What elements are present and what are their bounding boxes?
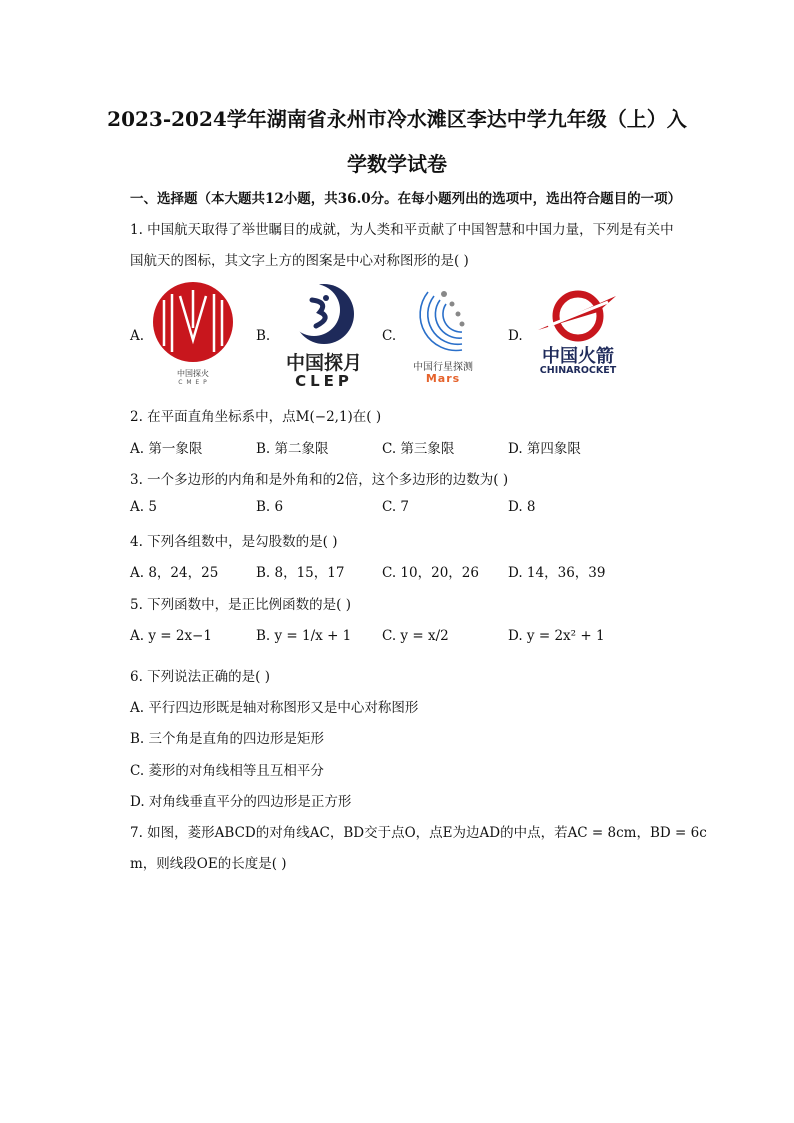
q4-option-c: C. 10，20，26 (382, 565, 479, 581)
cmep-en-label: C M E P (178, 379, 208, 386)
q4-option-d: D. 14，36，39 (508, 565, 606, 581)
q7-stem-line1: 7. 如图，菱形ABCD的对角线AC，BD交于点O，点E为边AD的中点，若AC = 8cm，BD = 6c (130, 825, 707, 841)
mars-cn-label: 中国行星探测 (413, 362, 473, 373)
cmep-logo (150, 282, 236, 388)
q6-option-c: C. 菱形的对角线相等且互相平分 (130, 763, 324, 779)
exam-title-line2: 学数学试卷 (347, 152, 447, 176)
rocket-emblem-icon (528, 290, 628, 342)
q4-option-a: A. 8，24，25 (130, 565, 219, 581)
q6-option-d: D. 对角线垂直平分的四边形是正方形 (130, 794, 352, 810)
clep-cn-label: 中国探月 (285, 352, 362, 374)
q5-option-a: A. y = 2x−1 (130, 628, 212, 644)
q1-stem-line2: 国航天的图标，其文字上方的图案是中心对称图形的是( ) (130, 253, 469, 269)
mars-en-label: Mars (425, 372, 461, 385)
q6-option-a: A. 平行四边形既是轴对称图形又是中心对称图形 (130, 700, 419, 716)
clep-moon-icon (276, 280, 372, 348)
q3-option-c: C. 7 (382, 499, 410, 515)
q6-stem: 6. 下列说法正确的是( ) (130, 669, 270, 685)
rocket-cn-label: 中国火箭 (542, 346, 614, 367)
clep-logo (276, 280, 372, 390)
q5-option-c: C. y = x/2 (382, 628, 449, 644)
q3-stem: 3. 一个多边形的内角和是外角和的2倍，这个多边形的边数为( ) (130, 472, 509, 488)
rocket-en-label: CHINAROCKET (539, 365, 617, 376)
q1-option-c: C. (382, 328, 397, 344)
q6-option-b: B. 三个角是直角的四边形是矩形 (130, 731, 325, 747)
q2-option-c: C. 第三象限 (382, 441, 455, 457)
clep-en-label: CLEP (295, 372, 353, 390)
q5-option-b: B. y = 1/x + 1 (256, 628, 352, 644)
q3-option-d: D. 8 (508, 499, 536, 515)
mars-exploration-logo (400, 284, 486, 388)
q2-stem: 2. 在平面直角坐标系中，点M(−2,1)在( ) (130, 409, 382, 425)
q5-stem: 5. 下列函数中，是正比例函数的是( ) (130, 597, 351, 613)
q1-option-d: D. (508, 328, 523, 344)
chinarocket-logo (528, 290, 628, 382)
exam-title-line1: 2023-2024学年湖南省永州市冷水滩区李达中学九年级（上）入 (107, 107, 687, 131)
q3-option-b: B. 6 (256, 499, 284, 515)
q4-option-b: B. 8，15，17 (256, 565, 345, 581)
q4-stem: 4. 下列各组数中，是勾股数的是( ) (130, 534, 338, 550)
orbit-rings-icon (400, 284, 486, 356)
q7-stem-line2: m，则线段OE的长度是( ) (130, 856, 287, 872)
q2-option-d: D. 第四象限 (508, 441, 581, 457)
q1-option-b: B. (256, 328, 271, 344)
cmep-cn-label: 中国探火 (177, 369, 209, 378)
section-heading: 一、选择题（本大题共12小题，共36.0分。在每小题列出的选项中，选出符合题目的一项） (130, 191, 682, 207)
q2-option-a: A. 第一象限 (130, 441, 203, 457)
q2-option-b: B. 第二象限 (256, 441, 329, 457)
q5-option-d: D. y = 2x² + 1 (508, 628, 605, 644)
q1-stem-line1: 1. 中国航天取得了举世瞩目的成就，为人类和平贡献了中国智慧和中国力量，下列是有关中 (130, 222, 674, 238)
q3-option-a: A. 5 (130, 499, 157, 515)
cmep-emblem-icon (150, 282, 236, 364)
q1-option-a: A. (130, 328, 145, 344)
